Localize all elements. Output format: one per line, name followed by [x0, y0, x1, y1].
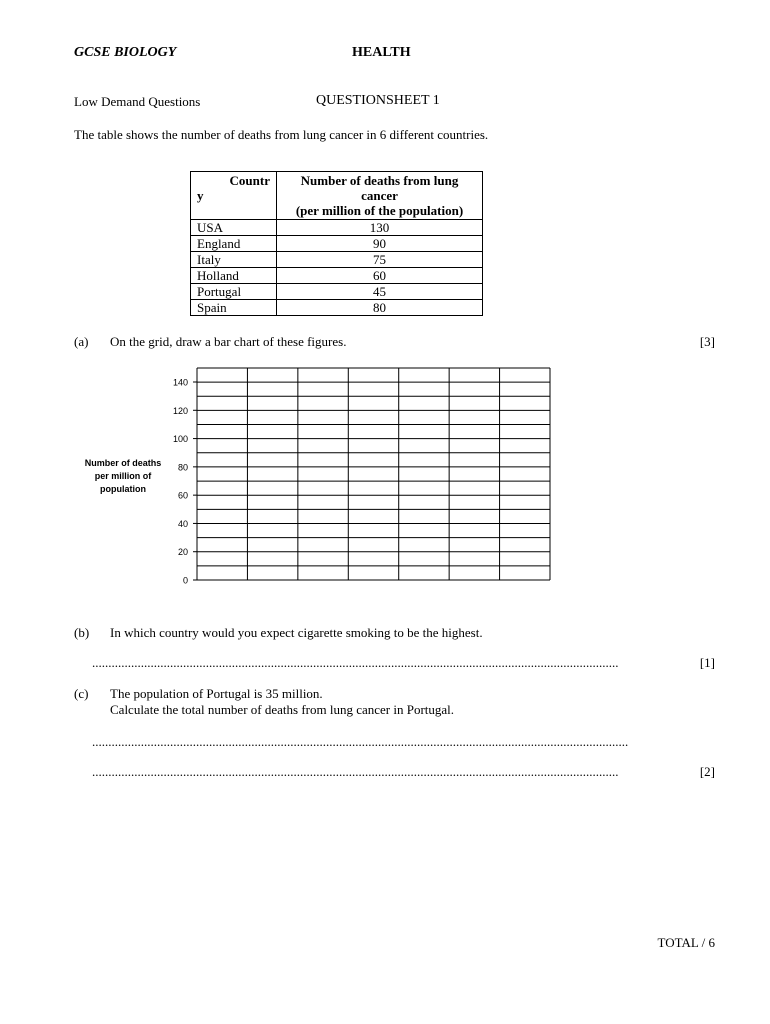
deaths-header-line1: Number of deaths from lung [300, 173, 459, 188]
question-a-marks: [3] [699, 334, 715, 349]
deaths-header-line2: cancer [361, 188, 398, 203]
question-c-label: (c) [74, 686, 89, 701]
deaths-header-line3: (per million of the population) [295, 203, 464, 218]
question-b-label: (b) [74, 625, 90, 640]
bar-chart-svg[interactable] [70, 360, 570, 590]
y-tick-label: 80 [177, 462, 188, 473]
question-b-text: In which country would you expect cigarette smoking to be the highest. [110, 625, 483, 640]
deaths-cell: 80 [277, 300, 483, 316]
answer-line-c2[interactable]: .................................................................................................................................................................. [92, 764, 619, 779]
demand-level: Low Demand Questions [74, 94, 201, 109]
question-b-marks: [1] [699, 655, 715, 670]
subject-title: GCSE BIOLOGY [74, 45, 177, 60]
intro-text: The table shows the number of deaths from lung cancer in 6 different countries. [74, 127, 489, 142]
country-cell: Holland [191, 268, 277, 284]
table-row [191, 236, 483, 252]
questionsheet-title: QUESTIONSHEET 1 [316, 93, 440, 108]
country-cell: England [191, 236, 277, 252]
table-row [191, 300, 483, 316]
deaths-cell: 45 [277, 284, 483, 300]
table-row [191, 268, 483, 284]
y-axis-label-line: population [100, 484, 146, 494]
y-tick-label: 0 [182, 575, 188, 586]
country-cell: Italy [191, 252, 277, 268]
country-cell: Portugal [191, 284, 277, 300]
y-axis-label-line: per million of [94, 471, 152, 481]
table-row [191, 252, 483, 268]
table-row [191, 220, 483, 236]
answer-line-b[interactable]: .................................................................................................................................................................. [92, 655, 619, 670]
deaths-cell: 60 [277, 268, 483, 284]
y-tick-label: 100 [172, 434, 188, 445]
question-c-marks: [2] [699, 764, 715, 779]
topic-title: HEALTH [352, 45, 411, 60]
y-tick-label: 120 [172, 405, 188, 416]
y-axis-ticks [173, 378, 197, 586]
deaths-cell: 90 [277, 236, 483, 252]
y-tick-label: 20 [177, 547, 188, 558]
table-header-row [191, 172, 483, 220]
country-header [191, 172, 277, 220]
country-header-line2: y [197, 188, 204, 203]
y-axis-label [85, 458, 162, 494]
y-tick-label: 40 [177, 518, 188, 529]
question-c-line2: Calculate the total number of deaths from lung cancer in Portugal. [110, 702, 455, 717]
grid-lines [197, 368, 550, 580]
deaths-cell: 130 [277, 220, 483, 236]
country-header-line1: Countr [229, 173, 270, 188]
question-c-line1: The population of Portugal is 35 million. [110, 686, 323, 701]
y-tick-label: 60 [177, 490, 188, 501]
country-cell: USA [191, 220, 277, 236]
deaths-cell: 75 [277, 252, 483, 268]
answer-line-c1[interactable]: ..................................................................................................................................................................... [92, 734, 629, 749]
question-a-label: (a) [74, 334, 89, 349]
y-tick-label: 140 [172, 377, 188, 388]
table-row [191, 284, 483, 300]
question-a-text: On the grid, draw a bar chart of these figures. [110, 334, 347, 349]
deaths-table [190, 171, 483, 316]
y-axis-label-line: Number of deaths [84, 458, 162, 468]
bar-chart-grid[interactable] [70, 360, 570, 594]
country-cell: Spain [191, 300, 277, 316]
total-marks: TOTAL / 6 [657, 935, 715, 950]
deaths-header [277, 172, 483, 220]
